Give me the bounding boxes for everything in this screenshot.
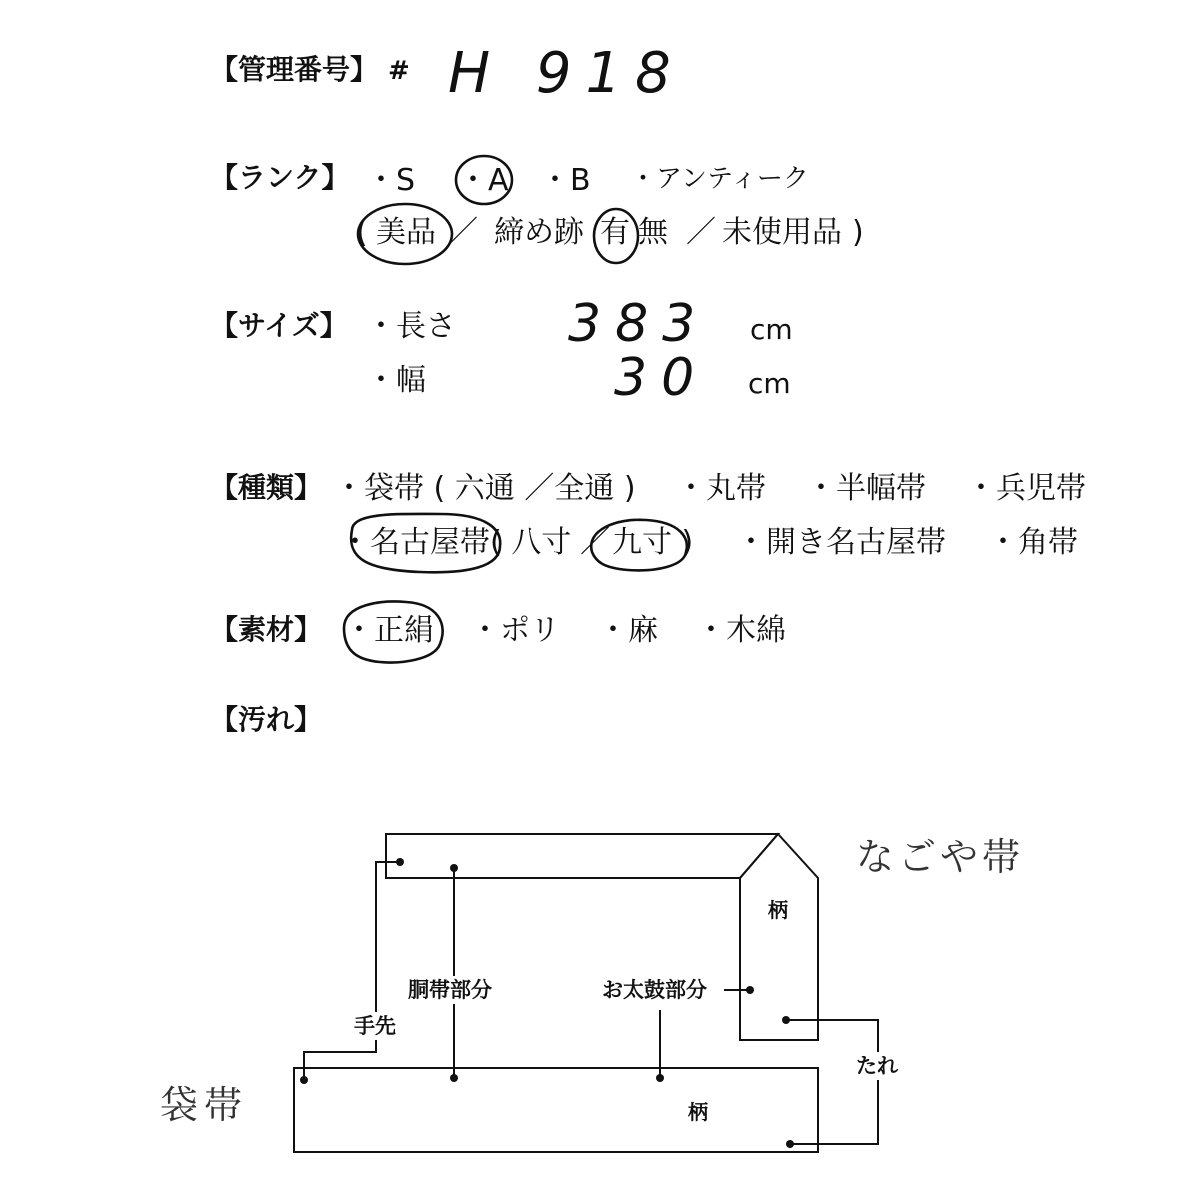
type-maru-obi: ・丸帯	[676, 471, 766, 506]
condition-close-paren: )	[852, 215, 864, 250]
condition-option-unused: 未使用品	[722, 215, 842, 250]
condition-separator-1: ／	[448, 215, 478, 250]
dot-tesaki-bottom	[300, 1076, 308, 1084]
dot-tesaki-top	[396, 858, 404, 866]
material-poly: ・ポリ	[470, 613, 560, 648]
size-label: 【サイズ】	[210, 309, 348, 342]
rank-option-b: ・B	[540, 163, 591, 198]
type-nagoya-obi: ・名古屋帯	[340, 525, 490, 560]
type-hiraki-nagoya-obi: ・開き名古屋帯	[736, 525, 946, 560]
type-label: 【種類】	[210, 471, 323, 504]
type-separator: ／	[580, 525, 610, 560]
hash-symbol: #	[388, 56, 410, 86]
material-cotton: ・木綿	[696, 613, 786, 648]
condition-open-paren: (	[356, 215, 368, 250]
dou-label: 胴帯部分	[408, 978, 492, 1002]
type-kyusun: 九寸 )	[612, 525, 694, 560]
nagoya-obi-title: なごや帯	[856, 835, 1025, 879]
dot-taiko-top	[746, 986, 754, 994]
gara-label-bottom: 柄	[688, 1100, 708, 1124]
width-value: 30	[614, 348, 709, 408]
dot-tare-bottom	[786, 1140, 794, 1148]
tare-connector-line	[786, 1020, 878, 1052]
type-hanhaba-obi: ・半幅帯	[806, 471, 926, 506]
width-unit: cm	[748, 367, 791, 400]
dot-dou-top	[450, 864, 458, 872]
management-number-label: 【管理番号】	[210, 53, 379, 86]
condition-separator-2: ／	[686, 215, 716, 250]
tare-connector-line-2	[790, 1080, 878, 1144]
type-hassun: ( 八寸	[490, 525, 572, 560]
dot-dou-bottom	[450, 1074, 458, 1082]
length-value: 383	[568, 294, 710, 354]
nagoya-tare-shape	[740, 834, 818, 1040]
condition-option-shimeato: 締め跡	[494, 215, 584, 250]
condition-option-nashi: 無	[638, 215, 668, 250]
condition-option-bihin: 美品	[376, 215, 436, 250]
material-hemp: ・麻	[598, 613, 658, 648]
type-kaku-obi: ・角帯	[988, 525, 1078, 560]
type-fukuro-obi: ・袋帯 ( 六通 ／全通 )	[334, 471, 636, 506]
nagoya-band-shape	[386, 834, 778, 878]
management-number-value: H 918	[448, 41, 685, 106]
dot-taiko-bottom	[656, 1074, 664, 1082]
rank-option-a: ・A	[458, 163, 509, 198]
stain-label: 【汚れ】	[210, 703, 323, 736]
rank-option-antique: ・アンティーク	[630, 164, 809, 194]
tare-label: たれ	[856, 1054, 898, 1078]
tesaki-label: 手先	[354, 1014, 396, 1038]
tesaki-connector-line	[304, 862, 400, 1080]
material-label: 【素材】	[210, 613, 323, 646]
material-silk: ・正絹	[344, 613, 434, 648]
taiko-label: お太鼓部分	[602, 978, 707, 1002]
dot-tare-top	[782, 1016, 790, 1024]
type-heko-obi: ・兵児帯	[966, 471, 1086, 506]
fukuro-obi-title: 袋帯	[160, 1083, 249, 1127]
condition-option-ari: 有	[600, 215, 630, 250]
gara-label-top: 柄	[768, 898, 788, 922]
length-label: ・長さ	[366, 309, 456, 344]
length-unit: cm	[750, 313, 793, 346]
width-label: ・幅	[366, 363, 426, 398]
rank-label: 【ランク】	[210, 161, 350, 194]
rank-option-s: ・S	[366, 163, 416, 198]
fukuro-obi-shape	[294, 1068, 818, 1152]
